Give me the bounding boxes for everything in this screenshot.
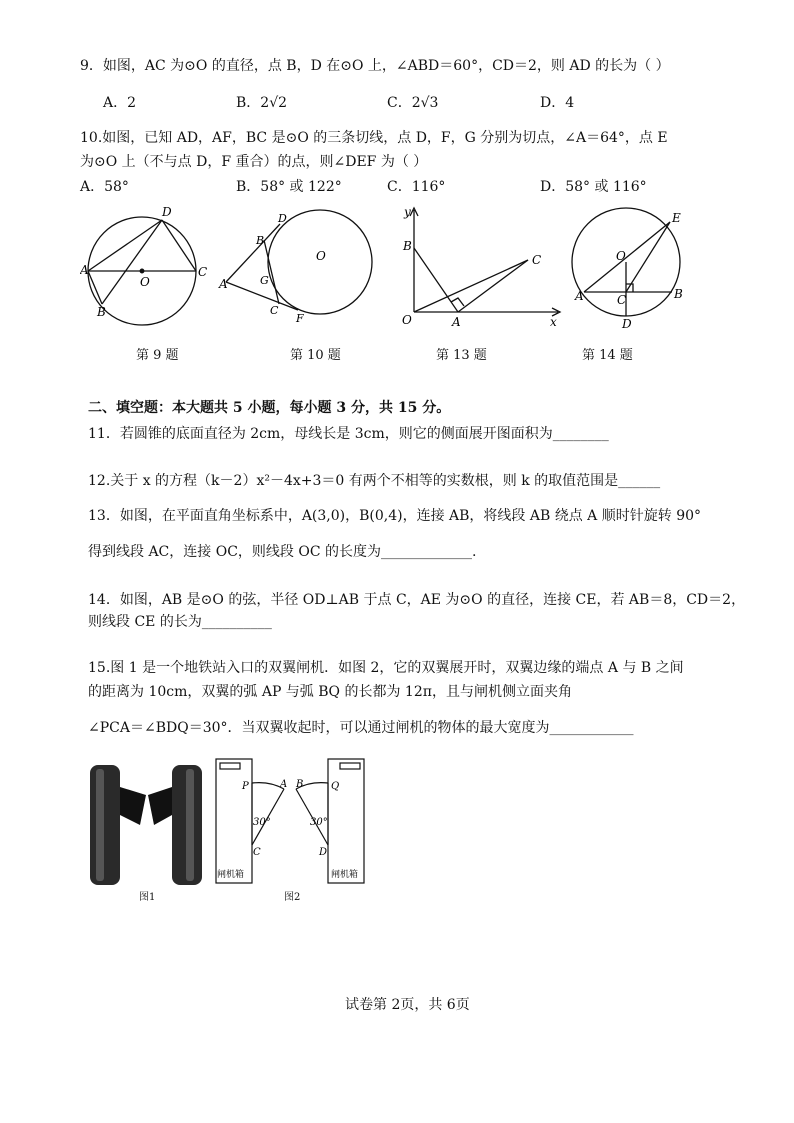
q13-line2: 得到线段 AC，连接 OC，则线段 OC 的长度为_____________.: [88, 544, 477, 560]
page-footer: 试卷第 2页，共 6页: [345, 997, 470, 1013]
section-heading: 二、填空题：本大题共 5 小题，每小题 3 分，共 15 分。: [88, 400, 451, 416]
fig10-label-a: A: [219, 277, 228, 291]
q10-option-a: A．58°: [80, 179, 129, 195]
fig13-label-b: B: [403, 239, 412, 253]
fig9-center-dot: [140, 269, 144, 273]
gate-label-q: Q: [331, 781, 340, 792]
q14-line2: 则线段 CE 的长为__________: [88, 614, 272, 630]
q13-line1: 13．如图，在平面直角坐标系中，A(3,0)，B(0,4)，连接 AB，将线段 AB 绕点 A 顺时针旋转 90°: [88, 508, 702, 524]
gate-box-right-slot: [340, 763, 360, 769]
q10-stem-line1: 10.如图，已知 AD，AF，BC 是⊙O 的三条切线，点 D，F，G 分别为切点，∠A＝64°，点 E: [80, 130, 668, 146]
q10-option-c: C．116°: [387, 179, 446, 195]
fig9-label-c: C: [198, 265, 208, 279]
fig10-tangent-bc: [264, 240, 279, 304]
fig13-segment-oc: [414, 260, 528, 312]
fig10-label-c: C: [270, 304, 279, 317]
fig13-segment-ac: [458, 260, 528, 312]
fig9-label-b: B: [97, 305, 106, 319]
fig10-label-g: G: [260, 274, 269, 287]
fig14-label-b: B: [674, 287, 683, 301]
figures-row: [80, 200, 720, 340]
gate-right-wing: [148, 787, 172, 825]
fig13-label-c: C: [532, 253, 542, 267]
gate-box-left: [216, 759, 252, 883]
q12-text: 12.关于 x 的方程（k－2）x²－4x+3＝0 有两个不相等的实数根，则 k 的取值范围是______: [88, 473, 661, 489]
gate-box-left-label: 闸机箱: [217, 870, 245, 880]
fig13-label-o: O: [402, 313, 412, 327]
fig14-segment-ce: [626, 222, 670, 292]
q10-option-d: D．58° 或 116°: [540, 179, 647, 195]
fig9-label-o: O: [140, 275, 150, 289]
q9-option-a: A．2: [103, 95, 137, 111]
gate-label-b: B: [296, 779, 304, 790]
gate-label-c: C: [253, 847, 261, 858]
q9-option-b: B．2√2: [236, 95, 288, 111]
q15-line2: 的距离为 10cm，双翼的弧 AP 与弧 BQ 的长都为 12π，且与闸机侧立面夹角: [88, 684, 572, 700]
gate-left-cabinet-highlight: [96, 769, 104, 881]
gate-angle-right: 30°: [310, 817, 328, 828]
q10-option-b: B．58° 或 122°: [236, 179, 342, 195]
gate-left-wing: [120, 787, 146, 825]
fig10-label-d: D: [278, 212, 287, 225]
gate-label-p: P: [242, 781, 249, 792]
fig13-label-x: x: [550, 315, 557, 329]
caption-fig9: 第 9 题: [136, 348, 179, 363]
gate-box-right-label: 闸机箱: [331, 870, 359, 880]
q9-option-c: C．2√3: [387, 95, 439, 111]
fig9-chord-dc: [162, 220, 196, 271]
q10-stem-line2: 为⊙O 上（不与点 D，F 重合）的点，则∠DEF 为（ ）: [80, 154, 428, 170]
fig14-label-o: O: [616, 249, 626, 263]
fig14-label-d: D: [622, 317, 632, 331]
gate-figures: [88, 755, 388, 905]
fig14-label-a: A: [575, 289, 584, 303]
gate-right-cabinet-highlight: [186, 769, 194, 881]
q11-text: 11．若圆锥的底面直径为 2cm，母线长是 3cm，则它的侧面展开图面积为________: [88, 426, 609, 442]
gate-box-right: [328, 759, 364, 883]
gate-photo-figure-1: [90, 765, 202, 885]
fig10-label-o: O: [316, 249, 326, 263]
gate-label-a: A: [280, 779, 288, 790]
fig14-label-e: E: [672, 211, 681, 225]
gate-caption-fig1: 图1: [139, 892, 156, 903]
gate-label-d: D: [319, 847, 328, 858]
fig14-label-c: C: [617, 293, 627, 307]
caption-fig10: 第 10 题: [290, 348, 341, 363]
caption-fig13: 第 13 题: [436, 348, 487, 363]
figure-10: [226, 210, 372, 314]
fig9-chord-db: [102, 220, 162, 304]
fig13-label-y: y: [404, 205, 411, 219]
q9-stem: 9．如图，AC 为⊙O 的直径，点 B，D 在⊙O 上，∠ABD＝60°，CD＝2，则 AD 的长为（ ）: [80, 58, 670, 74]
fig9-chord-ad: [88, 220, 162, 271]
q9-option-d: D．4: [540, 95, 575, 111]
fig9-label-d: D: [162, 205, 172, 219]
fig10-label-b: B: [256, 234, 265, 247]
caption-fig14: 第 14 题: [582, 348, 633, 363]
fig14-diameter-ae: [584, 222, 670, 292]
fig9-label-a: A: [80, 263, 89, 277]
q15-line1: 15.图 1 是一个地铁站入口的双翼闸机．如图 2，它的双翼展开时，双翼边缘的端点 A 与 B 之间: [88, 660, 684, 676]
q15-line3: ∠PCA＝∠BDQ＝30°．当双翼收起时，可以通过闸机的物体的最大宽度为____________: [88, 720, 634, 736]
q14-line1: 14．如图，AB 是⊙O 的弦，半径 OD⊥AB 于点 C，AE 为⊙O 的直径，连接 CE，若 AB＝8，CD＝2，: [88, 592, 746, 608]
gate-diagram-figure-2: [216, 759, 364, 883]
gate-caption-fig2: 图2: [284, 892, 301, 903]
gate-box-left-slot: [220, 763, 240, 769]
fig13-label-a: A: [452, 315, 461, 329]
fig10-label-f: F: [296, 312, 304, 325]
gate-left-cabinet: [90, 765, 120, 885]
gate-angle-left: 30°: [253, 817, 271, 828]
